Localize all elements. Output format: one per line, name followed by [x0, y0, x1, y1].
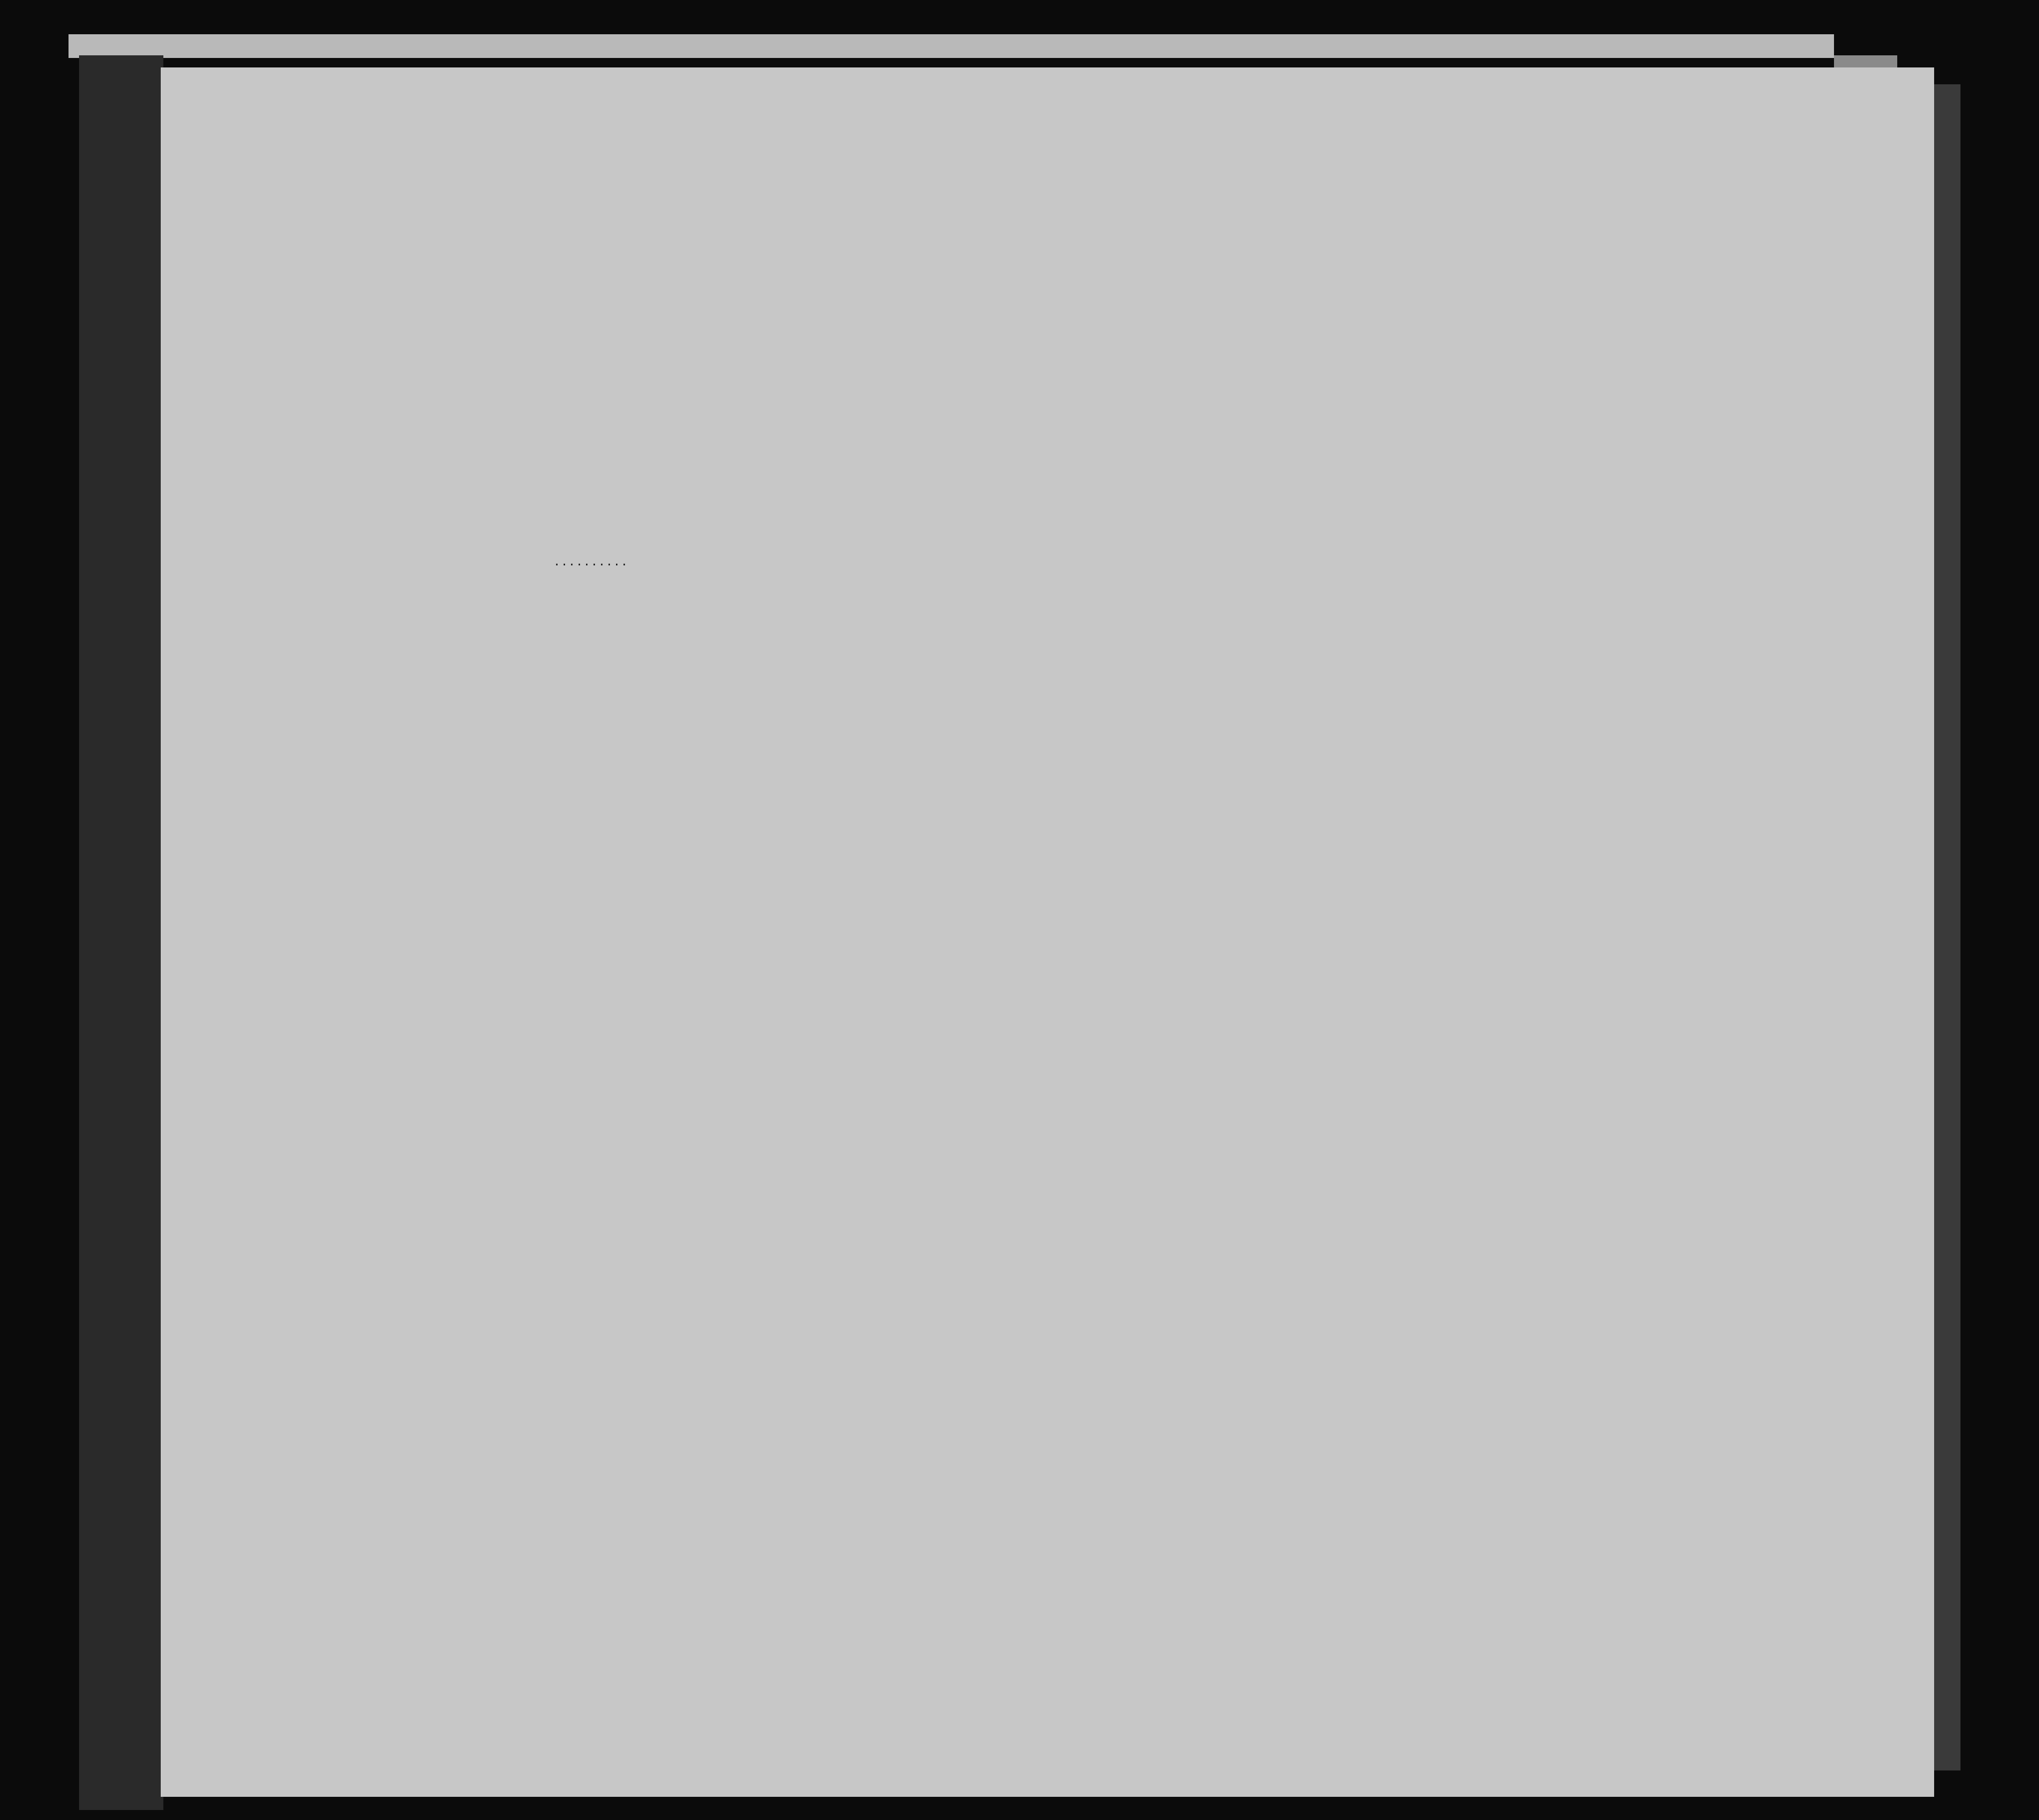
page-sheet	[161, 67, 1934, 1797]
purser-dots: ..........	[553, 556, 629, 569]
